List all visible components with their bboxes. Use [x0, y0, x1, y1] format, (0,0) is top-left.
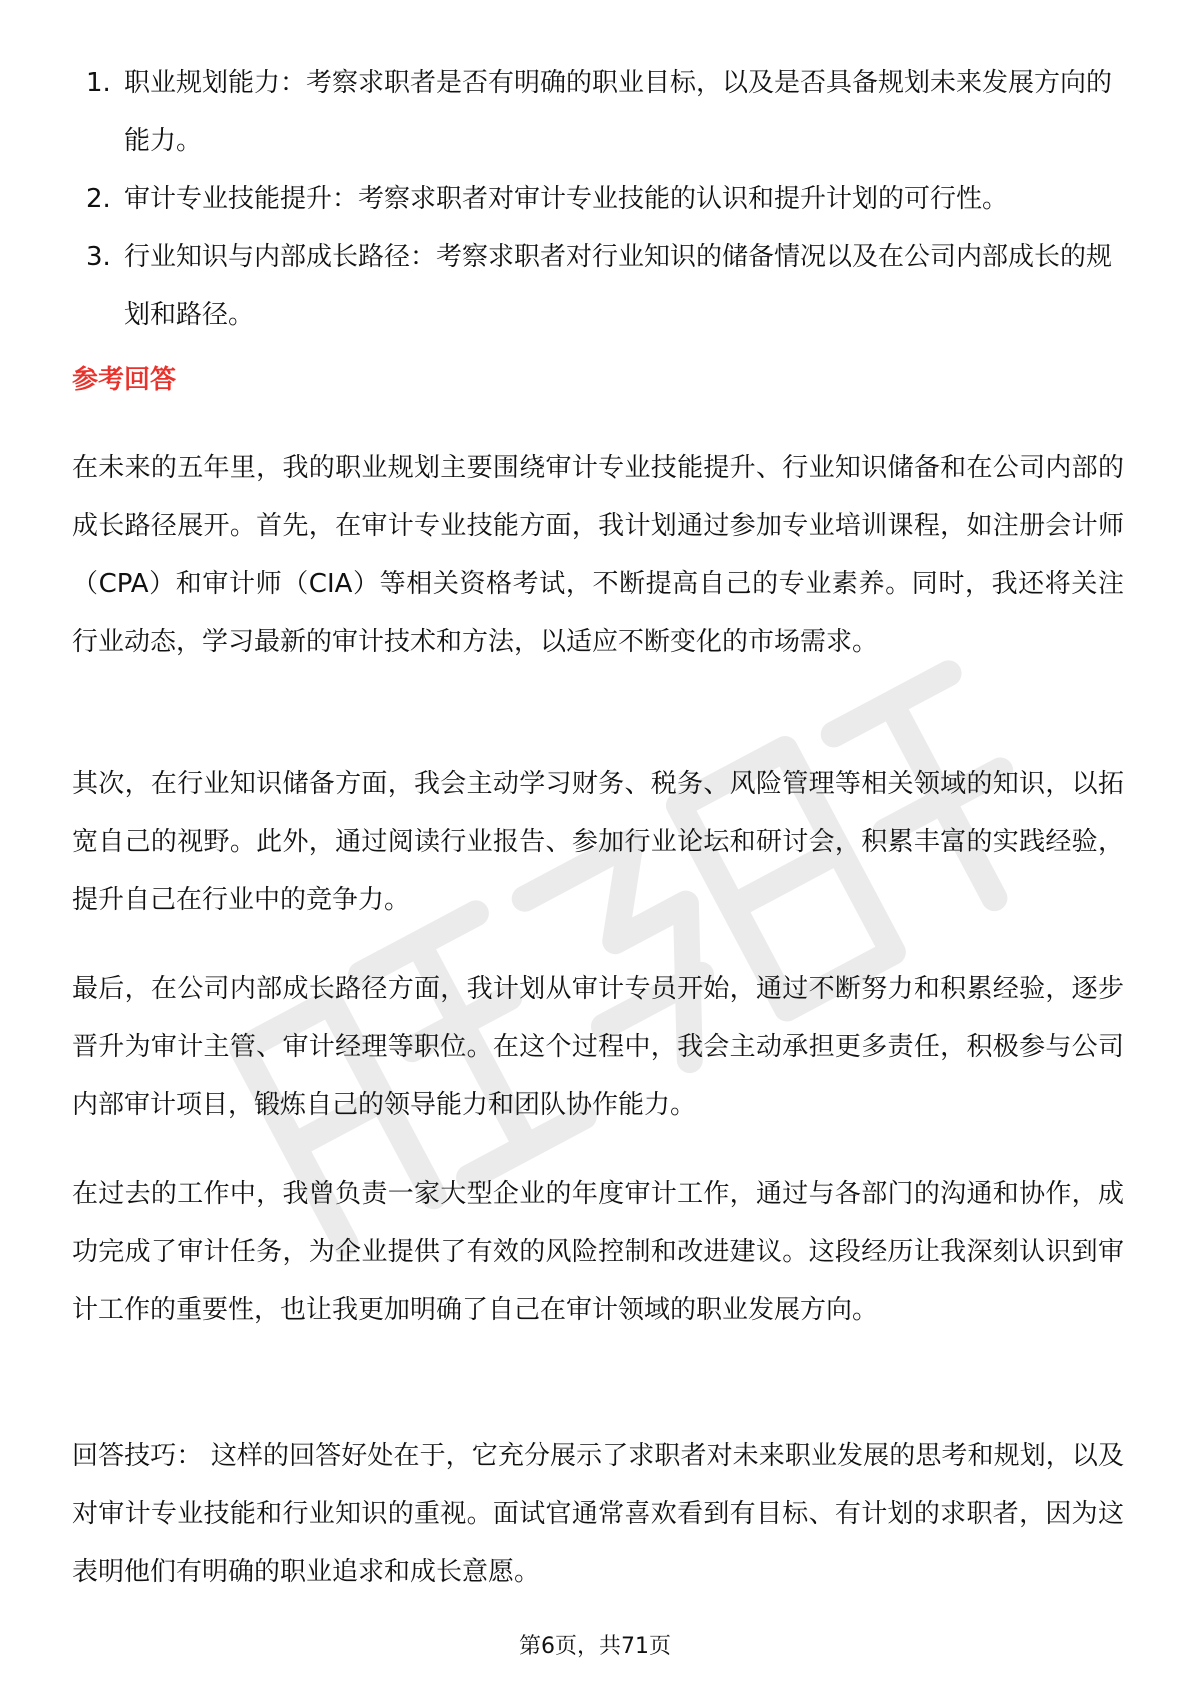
list-item: [72, 54, 1122, 170]
list-item-number: 3.: [86, 242, 111, 272]
answer-tips-paragraph: 回答技巧： 这样的回答好处在于，它充分展示了求职者对未来职业发展的思考和规划，以及对审计专业技能和行业知识的重视。面试官通常喜欢看到有目标、有计划的求职者，因为这表明他们有明确的职业追求和成长意愿。: [72, 1441, 1124, 1587]
list-item-number: 1.: [86, 68, 111, 98]
answer-paragraph: 其次，在行业知识储备方面，我会主动学习财务、税务、风险管理等相关领域的知识，以拓宽自己的视野。此外，通过阅读行业报告、参加行业论坛和研讨会，积累丰富的实践经验，提升自己在行业中的竞争力。: [72, 769, 1124, 915]
list-item: [72, 170, 1122, 228]
page-number-footer: 第6页，共71页: [519, 1634, 671, 1659]
list-item: [72, 228, 1122, 344]
list-item-text: 审计专业技能提升：考察求职者对审计专业技能的认识和提升计划的可行性。: [124, 184, 1009, 214]
evaluation-criteria-list: [72, 54, 1122, 344]
list-item-text: 行业知识与内部成长路径：考察求职者对行业知识的储备情况以及在公司内部成长的规划和路径。: [124, 242, 1113, 330]
section-heading: 参考回答: [72, 365, 177, 395]
answer-paragraph: 最后，在公司内部成长路径方面，我计划从审计专员开始，通过不断努力和积累经验，逐步晋升为审计主管、审计经理等职位。在这个过程中，我会主动承担更多责任，积极参与公司内部审计项目，锻炼自己的领导能力和团队协作能力。: [72, 974, 1124, 1120]
answer-paragraph: 在过去的工作中，我曾负责一家大型企业的年度审计工作，通过与各部门的沟通和协作，成功完成了审计任务，为企业提供了有效的风险控制和改进建议。这段经历让我深刻认识到审计工作的重要性，也让我更加明确了自己在审计领域的职业发展方向。: [72, 1179, 1124, 1325]
list-item-number: 2.: [86, 184, 111, 214]
list-item-text: 职业规划能力：考察求职者是否有明确的职业目标，以及是否具备规划未来发展方向的能力。: [124, 68, 1113, 156]
answer-paragraph: 在未来的五年里，我的职业规划主要围绕审计专业技能提升、行业知识储备和在公司内部的成长路径展开。首先，在审计专业技能方面，我计划通过参加专业培训课程，如注册会计师（CPA）和审计师（CIA）等相关资格考试，不断提高自己的专业素养。同时，我还将关注行业动态，学习最新的审计技术和方法，以适应不断变化的市场需求。: [72, 453, 1124, 657]
